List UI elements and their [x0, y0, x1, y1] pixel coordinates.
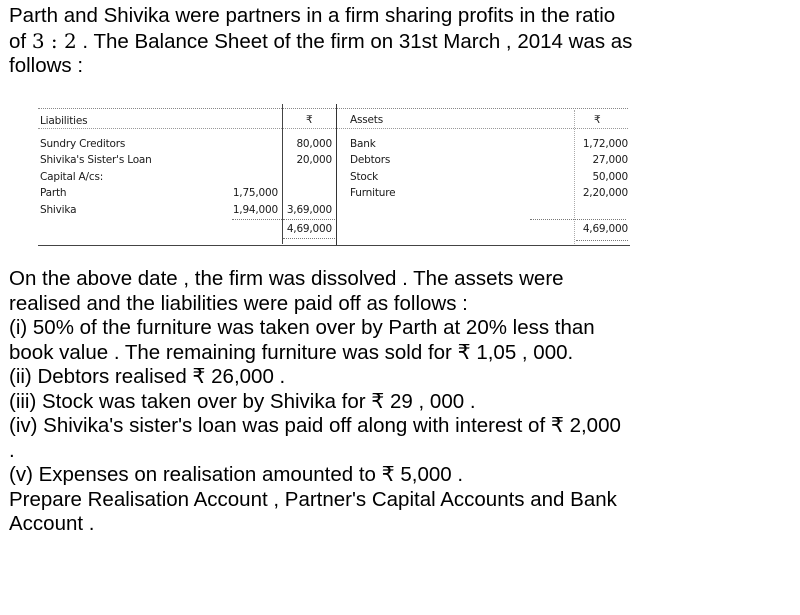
center-divider: [336, 104, 337, 246]
profit-ratio: 3 : 2: [31, 28, 77, 53]
liability-amount-sundry-creditors: 80,000: [296, 138, 332, 150]
intro-line-3: follows :: [9, 54, 84, 77]
condition-iii: (iii) Stock was taken over by Shivika for ₹ 29 , 000 .: [9, 389, 476, 413]
condition-iv-line-1: (iv) Shivika's sister's loan was paid off along with interest of ₹ 2,000: [9, 414, 621, 437]
liability-label-shivika: Shivika: [40, 204, 77, 216]
instruction-line-2: Account .: [9, 512, 95, 535]
condition-i-line-2: book value . The remaining furniture was sold for ₹ 1,05 , 000.: [9, 340, 574, 364]
header-assets-currency: ₹: [594, 114, 601, 126]
liabilities-total-top-rule: [283, 219, 335, 220]
liability-amount-sisters-loan: 20,000: [296, 154, 332, 166]
asset-amount-furniture: 2,20,000: [582, 187, 628, 199]
question-body: [9, 267, 797, 537]
liability-label-sundry-creditors: Sundry Creditors: [40, 138, 126, 150]
intro-line-2: [9, 29, 797, 55]
instruction-line-1: Prepare Realisation Account , Partner's Capital Accounts and Bank: [9, 487, 617, 511]
asset-label-debtors: Debtors: [350, 154, 391, 166]
capital-subtotal-rule: [232, 219, 282, 220]
liabilities-total: 4,69,000: [286, 223, 332, 235]
body-line-1: On the above date , the firm was dissolved . The assets were: [9, 267, 564, 290]
assets-total: 4,69,000: [582, 223, 628, 235]
assets-total-top-rule: [530, 219, 626, 220]
condition-v: (v) Expenses on realisation amounted to ₹ 5,000 .: [9, 463, 464, 486]
liability-amount-capital-total: 3,69,000: [286, 204, 332, 216]
assets-amount-divider: [574, 110, 575, 246]
liability-label-parth: Parth: [40, 187, 67, 199]
asset-amount-bank: 1,72,000: [582, 138, 628, 150]
body-line-2: realised and the liabilities were paid off as follows :: [9, 291, 468, 315]
header-rule: [38, 128, 628, 129]
asset-label-bank: Bank: [350, 138, 376, 150]
condition-iv-line-2: .: [9, 438, 15, 462]
intro-line-2-rest: . The Balance Sheet of the firm on 31st March , 2014 was as: [82, 29, 633, 53]
liability-label-sisters-loan: Shivika's Sister's Loan: [40, 154, 152, 166]
liability-sub-parth: 1,75,000: [232, 187, 278, 199]
header-liabilities: Liabilities: [40, 115, 88, 127]
asset-amount-debtors: 27,000: [592, 154, 628, 166]
asset-label-furniture: Furniture: [350, 187, 396, 199]
intro-line-1: Parth and Shivika were partners in a firm sharing profits in the ratio: [9, 4, 616, 27]
intro-of: of: [9, 29, 27, 53]
header-liabilities-currency: ₹: [306, 114, 313, 126]
condition-ii: (ii) Debtors realised ₹ 26,000 .: [9, 365, 286, 388]
header-assets: Assets: [350, 114, 383, 126]
liabilities-amount-divider: [282, 104, 283, 244]
liability-sub-shivika: 1,94,000: [232, 204, 278, 216]
asset-amount-stock: 50,000: [592, 171, 628, 183]
question-intro: [9, 4, 797, 79]
table-top-rule: [38, 108, 628, 109]
liability-label-capital-accounts: Capital A/cs:: [40, 171, 104, 183]
balance-sheet-table: [36, 102, 634, 248]
asset-label-stock: Stock: [350, 171, 379, 183]
liabilities-total-double-rule: [283, 238, 335, 239]
condition-i-line-1: (i) 50% of the furniture was taken over by Parth at 20% less than: [9, 316, 595, 339]
table-bottom-rule: [38, 245, 630, 246]
assets-total-double-rule: [576, 240, 628, 241]
